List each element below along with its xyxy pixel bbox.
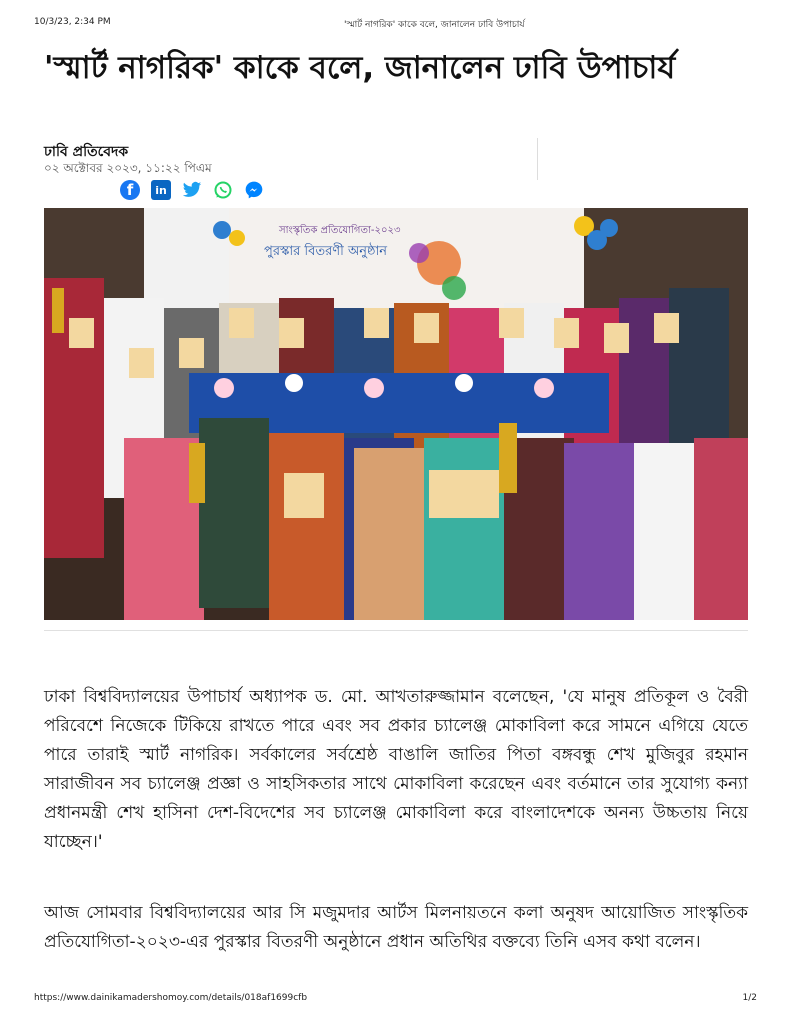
- article-headline: 'স্মার্ট নাগরিক' কাকে বলে, জানালেন ঢাবি উপাচার্য: [44, 50, 676, 86]
- share-bar: [120, 180, 264, 200]
- messenger-icon[interactable]: [244, 180, 264, 200]
- divider: [44, 630, 748, 631]
- print-header: [34, 17, 757, 31]
- article-date: ০২ অক্টোবর ২০২৩, ১১:২২ পিএম: [44, 161, 212, 175]
- article-paragraph: ঢাকা বিশ্ববিদ্যালয়ের উপাচার্য অধ্যাপক ড. মো. আখতারুজ্জামান বলেছেন, 'যে মানুষ প্রতিকূল ও বৈরী পরিবেশে নিজেকে টিকিয়ে রাখতে পারে এবং সব প্রকার চ্যালেঞ্জ মোকাবিলা করে সামনে এগিয়ে যেতে পারে তারাই স্মার্ট নাগরিক। সর্বকালের সর্বশ্রেষ্ঠ বাঙালি জাতির পিতা বঙ্গবন্ধু শেখ মুজিবুর রহমান সারাজীবন সব চ্যালেঞ্জ প্রজ্ঞা ও সাহসিকতার সাথে মোকাবিলা করেছেন এবং বর্তমানে তার সুযোগ্য কন্যা প্রধানমন্ত্রী শেখ হাসিনা দেশ-বিদেশের সব চ্যালেঞ্জ মোকাবিলা করে বাংলাদেশকে অনন্য উচ্চতায় নিয়ে যাচ্ছেন।': [44, 687, 748, 852]
- article-author[interactable]: ঢাবি প্রতিবেদক: [44, 144, 129, 160]
- article-photo: [44, 208, 748, 620]
- print-page-title: 'স্মার্ট নাগরিক' কাকে বলে, জানালেন ঢাবি উপাচার্য: [344, 20, 525, 30]
- print-footer: [34, 993, 757, 1007]
- award-ceremony-photo: [44, 208, 748, 620]
- whatsapp-icon[interactable]: [213, 180, 233, 200]
- page-number: 1/2: [742, 993, 757, 1003]
- linkedin-icon[interactable]: in: [151, 180, 171, 200]
- banner-subtitle: পুরস্কার বিতরণী অনুষ্ঠান: [264, 244, 387, 259]
- article-paragraph: আজ সোমবার বিশ্ববিদ্যালয়ের আর সি মজুমদার আর্টস মিলনায়তনে কলা অনুষদ আয়োজিত সাংস্কৃতিক প্রতিযোগিতা-২০২৩-এর পুরস্কার বিতরণী অনুষ্ঠানে প্রধান অতিথির বক্তব্যে তিনি এসব কথা বলেন।: [44, 903, 748, 952]
- divider: [537, 138, 538, 180]
- twitter-icon[interactable]: [182, 180, 202, 200]
- print-timestamp: 10/3/23, 2:34 PM: [34, 17, 111, 27]
- facebook-icon[interactable]: f: [120, 180, 140, 200]
- banner-title: সাংস্কৃতিক প্রতিযোগিতা-২০২৩: [279, 225, 401, 236]
- print-url[interactable]: https://www.dainikamadershomoy.com/details/018af1699cfb: [34, 993, 308, 1003]
